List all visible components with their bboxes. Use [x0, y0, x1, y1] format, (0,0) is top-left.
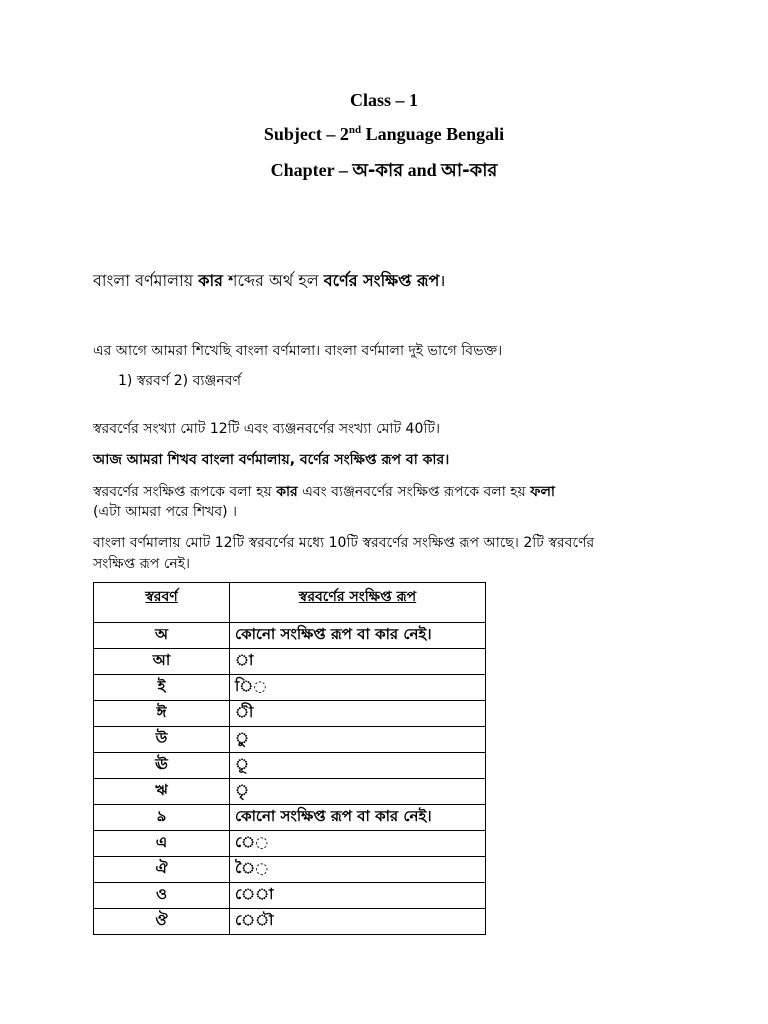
subject-heading: Subject – 2nd Language Bengali [263, 124, 505, 144]
today-paragraph: আজ আমরা শিখব বাংলা বর্ণমালায়, বর্ণের সংক্ষিপ্ত রূপ বা কার। [93, 452, 450, 468]
lead-sentence: বাংলা বর্ণমালায় কার শব্দের অর্থ হল বর্ণের সংক্ষিপ্ত রূপ। [93, 271, 446, 290]
table-row [94, 779, 486, 805]
vowel-cell: ঊ [94, 753, 230, 779]
short-form-cell: ◌ৃ [230, 779, 486, 805]
vowel-cell: ঌ [94, 805, 230, 831]
table-row [94, 883, 486, 909]
short-form-cell: ◌ু [230, 727, 486, 753]
short-form-cell: ◌ী [230, 701, 486, 727]
short-form-cell: ে◌ৗ [230, 909, 486, 935]
short-form-cell: ে◌া [230, 883, 486, 909]
list-item: 1) স্বরবর্ণ 2) ব্যঞ্জনবর্ণ [118, 373, 241, 389]
summary-line-1: বাংলা বর্ণমালায় মোট 12টি স্বরবর্ণের মধ্যে 10টি স্বরবর্ণের সংক্ষিপ্ত রূপ আছে। 2টি স্বরবর্ণের [93, 535, 595, 551]
vowel-cell: ঋ [94, 779, 230, 805]
table-row [94, 623, 486, 649]
short-form-cell: কোনো সংক্ষিপ্ত রূপ বা কার নেই। [230, 805, 486, 831]
vowel-cell: ঐ [94, 857, 230, 883]
short-form-cell: ে◌ [230, 831, 486, 857]
vowel-cell: ঈ [94, 701, 230, 727]
vowel-cell: ঔ [94, 909, 230, 935]
short-form-cell: ◌ূ [230, 753, 486, 779]
vowel-cell: এ [94, 831, 230, 857]
table-row [94, 675, 486, 701]
chapter-heading: Chapter – অ-কার and আ-কার [270, 160, 498, 181]
intro-paragraph: এর আগে আমরা শিখেছি বাংলা বর্ণমালা। বাংলা বর্ণমালা দুই ভাগে বিভক্ত। [93, 343, 503, 359]
table-row [94, 909, 486, 935]
vowel-cell: ই [94, 675, 230, 701]
vowel-cell: ও [94, 883, 230, 909]
table-row [94, 805, 486, 831]
vowel-table [93, 582, 486, 935]
vowel-cell: অ [94, 623, 230, 649]
definition-line-2: (এটা আমরা পরে শিখব) । [93, 504, 238, 520]
table-row [94, 753, 486, 779]
summary-line-2: সংক্ষিপ্ত রূপ নেই। [93, 556, 191, 572]
table-row [94, 727, 486, 753]
short-form-cell: ৈ◌ [230, 857, 486, 883]
short-form-cell: ◌া [230, 649, 486, 675]
table-row [94, 649, 486, 675]
table-header-row [94, 583, 486, 623]
vowel-cell: আ [94, 649, 230, 675]
class-heading: Class – 1 [349, 90, 418, 110]
header-short-form: স্বরবর্ণের সংক্ষিপ্ত রূপ [230, 583, 486, 623]
count-paragraph: স্বরবর্ণের সংখ্যা মোট 12টি এবং ব্যঞ্জনবর্ণের সংখ্যা মোট 40টি। [93, 421, 440, 437]
table-row [94, 701, 486, 727]
short-form-cell: ি◌ [230, 675, 486, 701]
definition-line-1: স্বরবর্ণের সংক্ষিপ্ত রূপকে বলা হয় কার এবং ব্যঞ্জনবর্ণের সংক্ষিপ্ত রূপকে বলা হয় ফলা [93, 484, 555, 500]
short-form-cell: কোনো সংক্ষিপ্ত রূপ বা কার নেই। [230, 623, 486, 649]
header-vowel: স্বরবর্ণ [94, 583, 230, 623]
vowel-cell: উ [94, 727, 230, 753]
table-row [94, 831, 486, 857]
table-row [94, 857, 486, 883]
